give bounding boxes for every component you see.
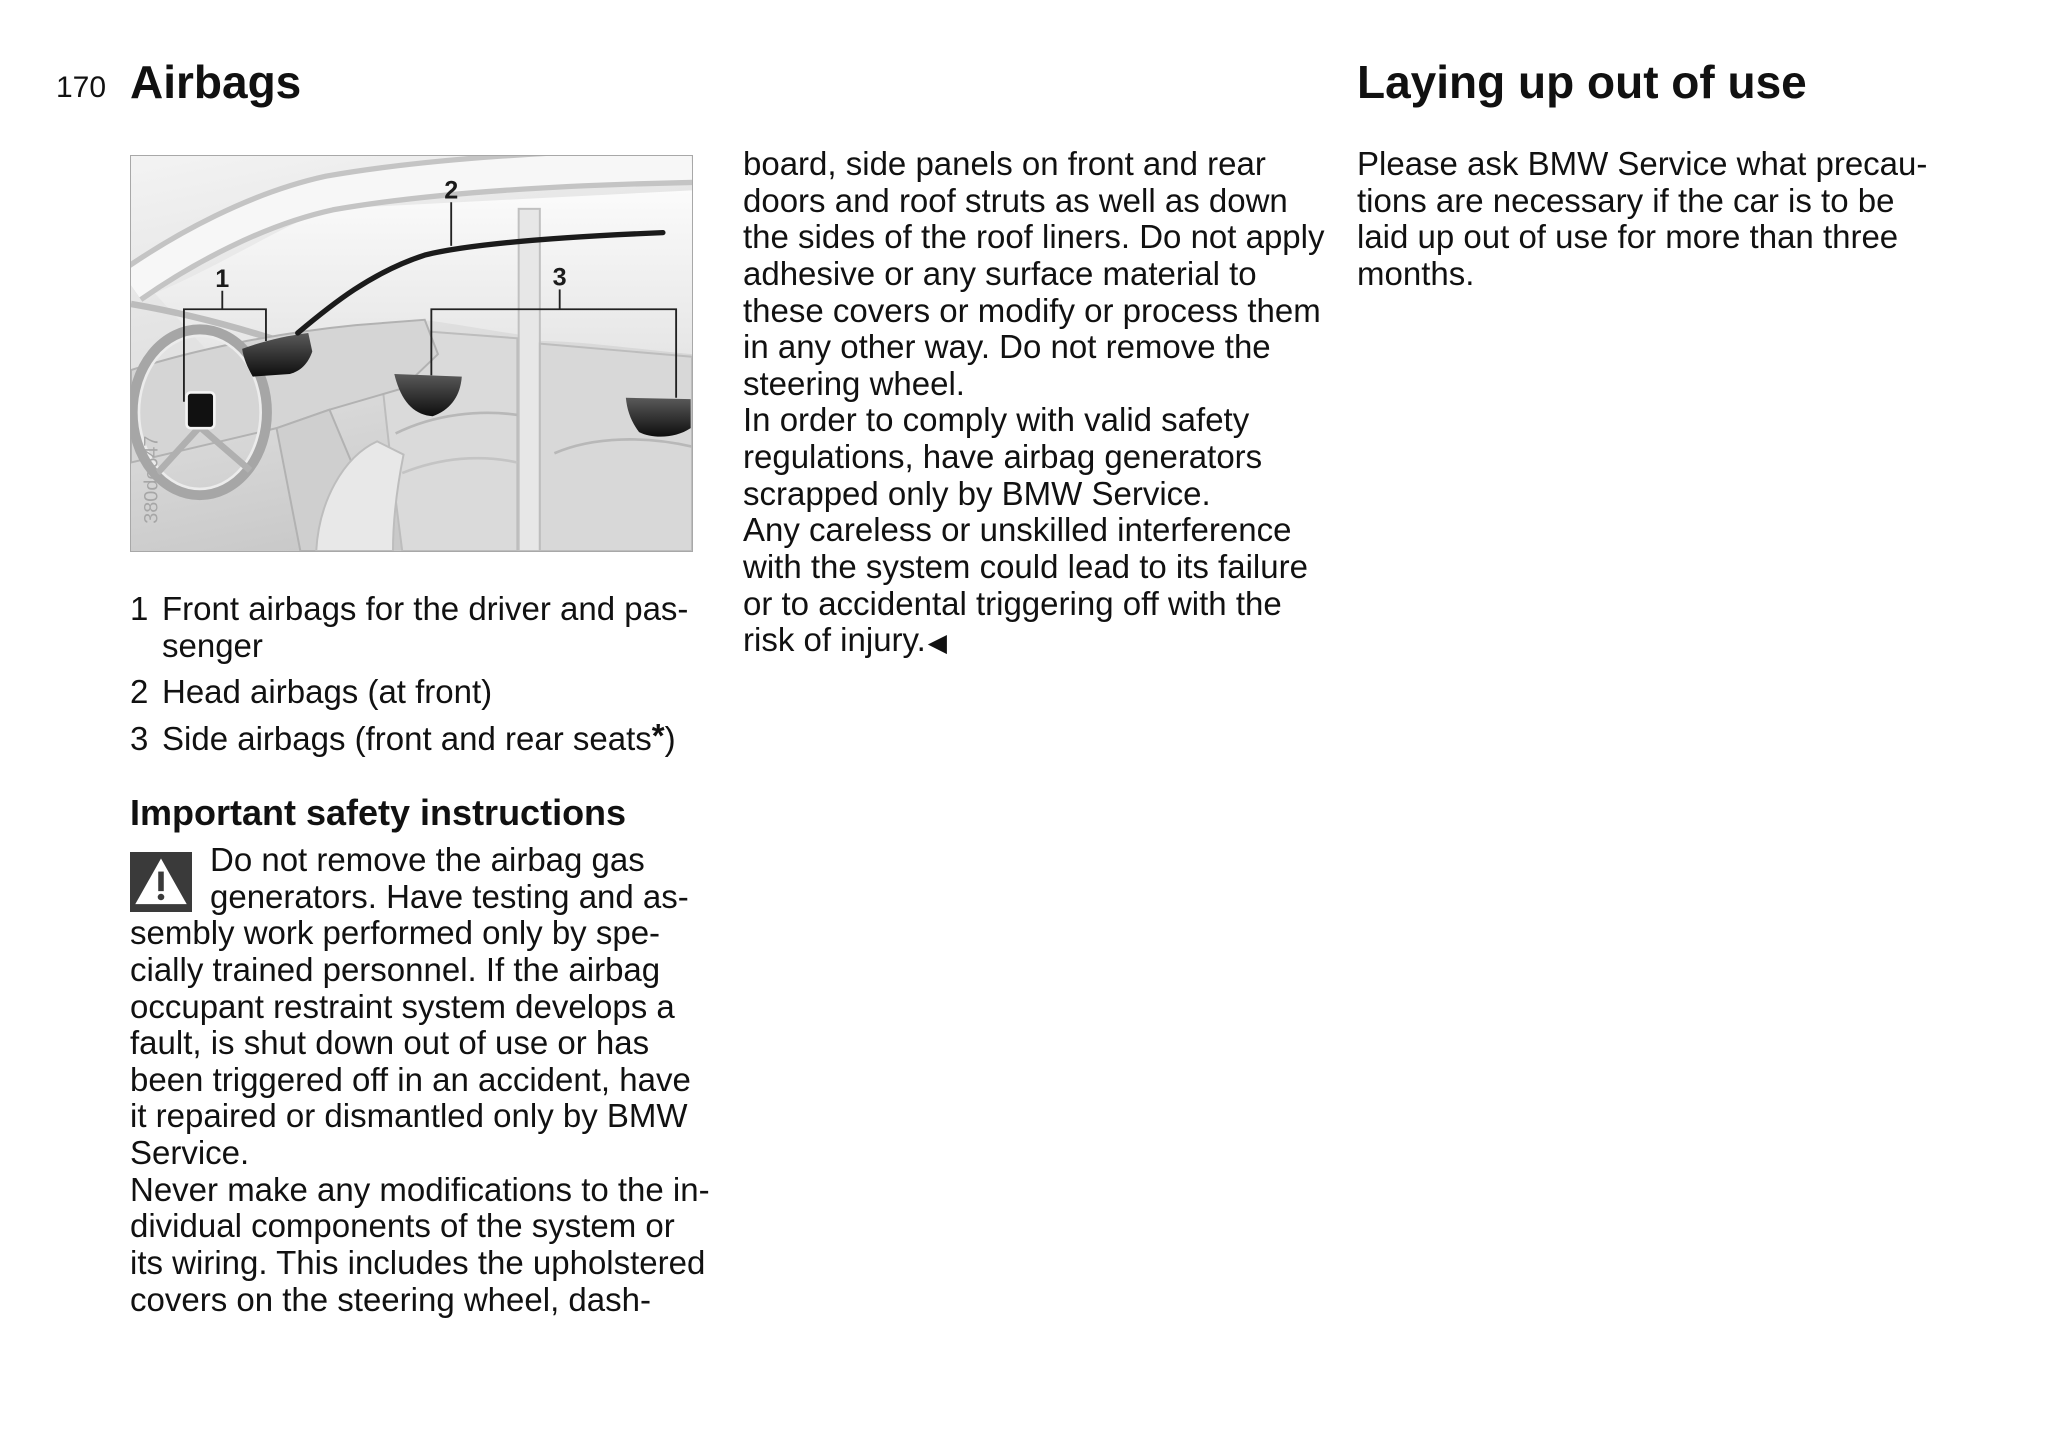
text-line: in any other way. Do not remove the bbox=[743, 328, 1271, 366]
text-line: Never make any modifications to the in- bbox=[130, 1170, 710, 1208]
legend-item bbox=[130, 674, 730, 711]
image-code: 380de647 bbox=[140, 435, 163, 524]
text-line: In order to comply with valid safety bbox=[743, 401, 1250, 439]
text-line: Front airbags for the driver and pas- bbox=[162, 590, 689, 627]
text-line: dividual components of the system or bbox=[130, 1207, 675, 1245]
end-of-section-mark-icon: ◀ bbox=[927, 628, 947, 658]
text-line: months. bbox=[1357, 254, 1475, 292]
text-line: been triggered off in an accident, have bbox=[130, 1060, 691, 1098]
text-line: Any careless or unskilled interference bbox=[743, 511, 1292, 549]
text-line: Head airbags (at front) bbox=[162, 673, 493, 711]
legend-item bbox=[130, 591, 730, 664]
text-line: these covers or modify or process them bbox=[743, 291, 1321, 329]
rear-door-panel bbox=[540, 344, 692, 551]
safety-instructions-continued bbox=[743, 146, 1343, 662]
text-line: generators. Have testing and as- bbox=[210, 877, 689, 915]
text-line: sembly work performed only by spe- bbox=[130, 914, 661, 952]
text-line: or to accidental triggering off with the bbox=[743, 584, 1282, 622]
warning-icon-exclamation-dot bbox=[158, 894, 165, 901]
text-line bbox=[743, 622, 1343, 662]
callout-label-3: 3 bbox=[552, 263, 567, 292]
text-line: tions are necessary if the car is to be bbox=[1357, 181, 1895, 219]
text-line: Please ask BMW Service what precau- bbox=[1357, 145, 1928, 182]
legend-text bbox=[162, 674, 492, 711]
legend-text-close: ) bbox=[664, 719, 676, 757]
section-heading-airbags: Airbags bbox=[130, 56, 302, 108]
safety-instructions-heading: Important safety instructions bbox=[130, 792, 627, 833]
text-line: adhesive or any surface material to bbox=[743, 254, 1257, 292]
legend-text bbox=[162, 591, 688, 664]
text-line: board, side panels on front and rear bbox=[743, 145, 1266, 182]
warning-triangle-icon bbox=[130, 852, 192, 912]
legend-item bbox=[130, 716, 730, 758]
text-line: Do not remove the airbag gas bbox=[210, 841, 645, 878]
legend-number: 2 bbox=[130, 673, 149, 711]
callout-label-1: 1 bbox=[215, 264, 230, 293]
text-line: laid up out of use for more than three bbox=[1357, 218, 1899, 256]
text-line: its wiring. This includes the upholstered bbox=[130, 1244, 706, 1282]
text-line bbox=[162, 716, 676, 758]
warning-icon bbox=[130, 852, 192, 912]
text-line: covers on the steering wheel, dash- bbox=[130, 1280, 651, 1318]
text-line: scrapped only by BMW Service. bbox=[743, 474, 1211, 512]
page-number: 170 bbox=[56, 71, 107, 104]
legend-number: 3 bbox=[130, 719, 149, 757]
text-line: the sides of the roof liners. Do not apply bbox=[743, 218, 1325, 256]
laying-up-text bbox=[1357, 146, 1997, 293]
car-interior-drawing bbox=[131, 156, 692, 551]
legend-text bbox=[162, 716, 676, 758]
text-line: doors and roof struts as well as down bbox=[743, 181, 1288, 219]
text-line: with the system could lead to its failure bbox=[743, 548, 1308, 586]
text-line: fault, is shut down out of use or has bbox=[130, 1024, 650, 1062]
legend-text-main: Side airbags (front and rear seats bbox=[162, 719, 652, 757]
optional-equipment-asterisk: * bbox=[651, 716, 665, 754]
illustration-legend bbox=[130, 591, 730, 768]
text-line: Service. bbox=[130, 1134, 250, 1172]
text-line: senger bbox=[162, 626, 263, 664]
legend-number: 1 bbox=[130, 590, 149, 627]
b-pillar bbox=[519, 209, 540, 551]
text-line: it repaired or dismantled only by BMW bbox=[130, 1097, 688, 1135]
warning-icon-exclamation-bar bbox=[158, 872, 164, 892]
text-line: cially trained personnel. If the airbag bbox=[130, 950, 661, 988]
airbag-locations-illustration bbox=[130, 155, 693, 552]
text-line: occupant restraint system develops a bbox=[130, 987, 675, 1025]
callout-label-2: 2 bbox=[444, 176, 459, 205]
text-line: regulations, have airbag generators bbox=[743, 438, 1263, 476]
section-heading-laying-up: Laying up out of use bbox=[1357, 56, 1807, 108]
safety-instructions-text bbox=[130, 842, 730, 1318]
driver-airbag bbox=[187, 392, 215, 428]
text-line: steering wheel. bbox=[743, 364, 965, 402]
text-line-final: risk of injury. bbox=[743, 621, 926, 659]
